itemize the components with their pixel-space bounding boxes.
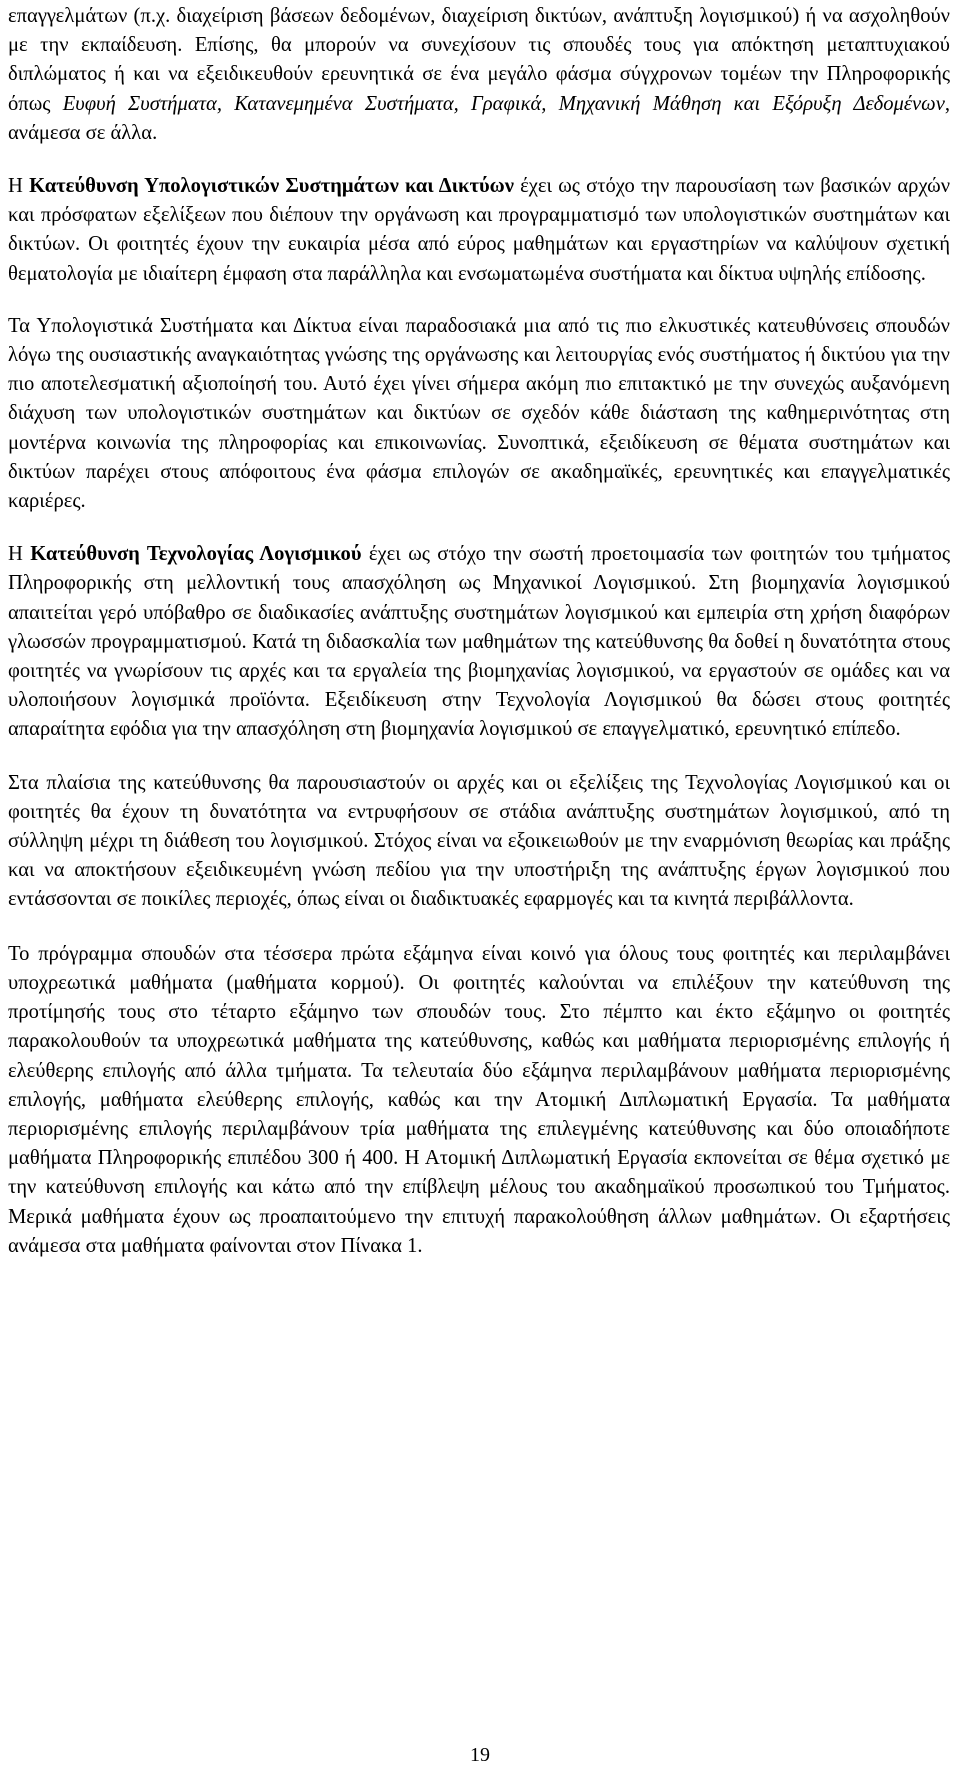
document-page [8, 2, 950, 1261]
paragraph-systems-networks-importance: Τα Υπολογιστικά Συστήματα και Δίκτυα είναι παραδοσιακά μια από τις πιο ελκυστικές κατευθύνσεις σπουδών λόγω της ουσιαστικής αναγκαιότητας γνώσης της οργάνωσης και λειτουργίας ενός συστήματος ή δικτύου για την πιο αποτελεσματική αξιοποίησή του. Αυτό έχει γίνει σήμερα ακόμη πιο επιτακτικό με την συνεχώς αυξανόμενη διάχυση των υπολογιστικών συστημάτων και δικτύων σε σχεδόν κάθε διάσταση της καθημερινότητας στη μοντέρνα κοινωνία της πληροφορίας και επικοινωνίας. Συνοπτικά, εξειδίκευση σε θέματα συστημάτων και δικτύων παρέχει στους απόφοιτους ένα φάσμα επιλογών σε ακαδημαϊκές, ερευνητικές και επαγγελματικές καριέρες. [8, 314, 950, 513]
paragraph-software-engineering-track [8, 540, 950, 744]
paragraph-text: έχει ως στόχο την παρουσίαση των βασικών αρχών και πρόσφατων εξελίξεων που διέπουν την οργάνωση και προγραμματισμό των υπολογιστικών συστημάτων και δικτύων. Οι φοιτητές έχουν την ευκαιρία μέσα από εύρος μαθημάτων και εργαστηρίων να καλύψουν σχετική θεματολογία με ιδιαίτερη έμφαση στα παράλληλα και ενσωματωμένα συστήματα και δίκτυα υψηλής επίδοσης. [8, 175, 951, 285]
paragraph-career-prospects [8, 2, 950, 148]
paragraph-text: , ανάμεσα σε άλλα. [8, 92, 950, 144]
page-number: 19 [470, 1744, 490, 1766]
paragraph-software-engineering-goals: Στα πλαίσια της κατεύθυνσης θα παρουσιαστούν οι αρχές και οι εξελίξεις της Τεχνολογίας Λογισμικού και οι φοιτητές θα έχουν τη δυνατότητα να εντρυφήσουν σε στάδια ανάπτυξης συστημάτων λογισμικού, από τη σύλληψη μέχρι τη διάθεση του λογισμικού. Στόχος είναι να εξοικειωθούν με την εναρμόνιση θεωρίας και πράξης και να αποκτήσουν εξειδικευμένη γνώση πεδίου για την υποστήριξη της ανάπτυξης έργων λογισμικού που εντάσσονται σε ποικίλες περιοχές, όπως είναι οι διαδικτυακές εφαρμογές και τα κινητά περιβάλλοντα. [8, 771, 950, 911]
track-title-software-technology: Κατεύθυνση Τεχνολογίας Λογισμικού [30, 543, 362, 566]
research-fields-italic: Ευφυή Συστήματα, Κατανεμημένα Συστήματα, Γραφικά, Μηχανική Μάθηση και Εξόρυξη Δεδομένων [62, 92, 945, 115]
paragraph-text: Η [8, 543, 31, 566]
track-title-systems-networks: Κατεύθυνση Υπολογιστικών Συστημάτων και Δικτύων [29, 175, 514, 198]
paragraph-curriculum-structure: Το πρόγραμμα σπουδών στα τέσσερα πρώτα εξάμηνα είναι κοινό για όλους τους φοιτητές και περιλαμβάνει υποχρεωτικά μαθήματα (μαθήματα κορμού). Οι φοιτητές καλούνται να επιλέξουν την κατεύθυνση της προτίμησής τους στο τέταρτο εξάμηνο των σπουδών τους. Στο πέμπτο και έκτο εξάμηνο οι φοιτητές παρακολουθούν τα υποχρεωτικά μαθήματα της κατεύθυνσης, καθώς και μαθήματα περιορισμένης επιλογής ή ελεύθερης επιλογής από άλλα τμήματα. Τα τελευταία δύο εξάμηνα περιλαμβάνουν μαθήματα περιορισμένης επιλογής, μαθήματα ελεύθερης επιλογής, καθώς και την Ατομική Διπλωματική Εργασία. Τα μαθήματα περιορισμένης επιλογής περιλαμβάνουν τρία μαθήματα της επιλεγμένης κατεύθυνσης και δύο οποιαδήποτε μαθήματα Πληροφορικής επιπέδου 300 ή 400. Η Ατομική Διπλωματική Εργασία εκπονείται σε θέμα σχετικό με την κατεύθυνση επιλογής και κάτω από την επίβλεψη μέλους του ακαδημαϊκού προσωπικού του Τμήματος. Μερικά μαθήματα έχουν ως προαπαιτούμενο την επιτυχή παρακολούθηση άλλων μαθημάτων. Οι εξαρτήσεις ανάμεσα στα μαθήματα φαίνονται στον Πίνακα 1. [8, 942, 950, 1257]
paragraph-text: επαγγελμάτων (π.χ. διαχείριση βάσεων δεδομένων, διαχείριση δικτύων, ανάπτυξη λογισμικού) ή να ασχοληθούν με την εκπαίδευση. Επίσης, θα μπορούν να συνεχίσουν τις σπουδές τους για απόκτηση μεταπτυχιακού διπλώματος ή και να εξειδικευθούν ερευνητικά σε ένα μεγάλο φάσμα σύγχρονων τομέων την Πληροφορικής όπως [8, 5, 950, 115]
paragraph-text: Η [8, 175, 30, 198]
paragraph-text: έχει ως στόχο την σωστή προετοιμασία των φοιτητών του τμήματος Πληροφορικής στη μελλοντική τους απασχόληση ως Μηχανικοί Λογισμικού. Στη βιομηχανία λογισμικού απαιτείται γερό υπόβαθρο σε διαδικασίες ανάπτυξης συστημάτων λογισμικού και εμπειρία στη χρήση διαφόρων γλωσσών προγραμματισμού. Κατά τη διδασκαλία των μαθημάτων της κατεύθυνσης θα δοθεί η δυνατότητα στους φοιτητές να γνωρίσουν τις αρχές και τα εργαλεία της βιομηχανίας λογισμικού, να εργαστούν σε ομάδες και να υλοποιήσουν λογισμικά προϊόντα. Εξειδίκευση στην Τεχνολογία Λογισμικού θα δώσει στους φοιτητές απαραίτητα εφόδια για την απασχόληση στη βιομηχανία λογισμικού σε επαγγελματικό, ερευνητικό επίπεδο. [8, 543, 950, 741]
paragraph-systems-networks-track [8, 172, 950, 289]
